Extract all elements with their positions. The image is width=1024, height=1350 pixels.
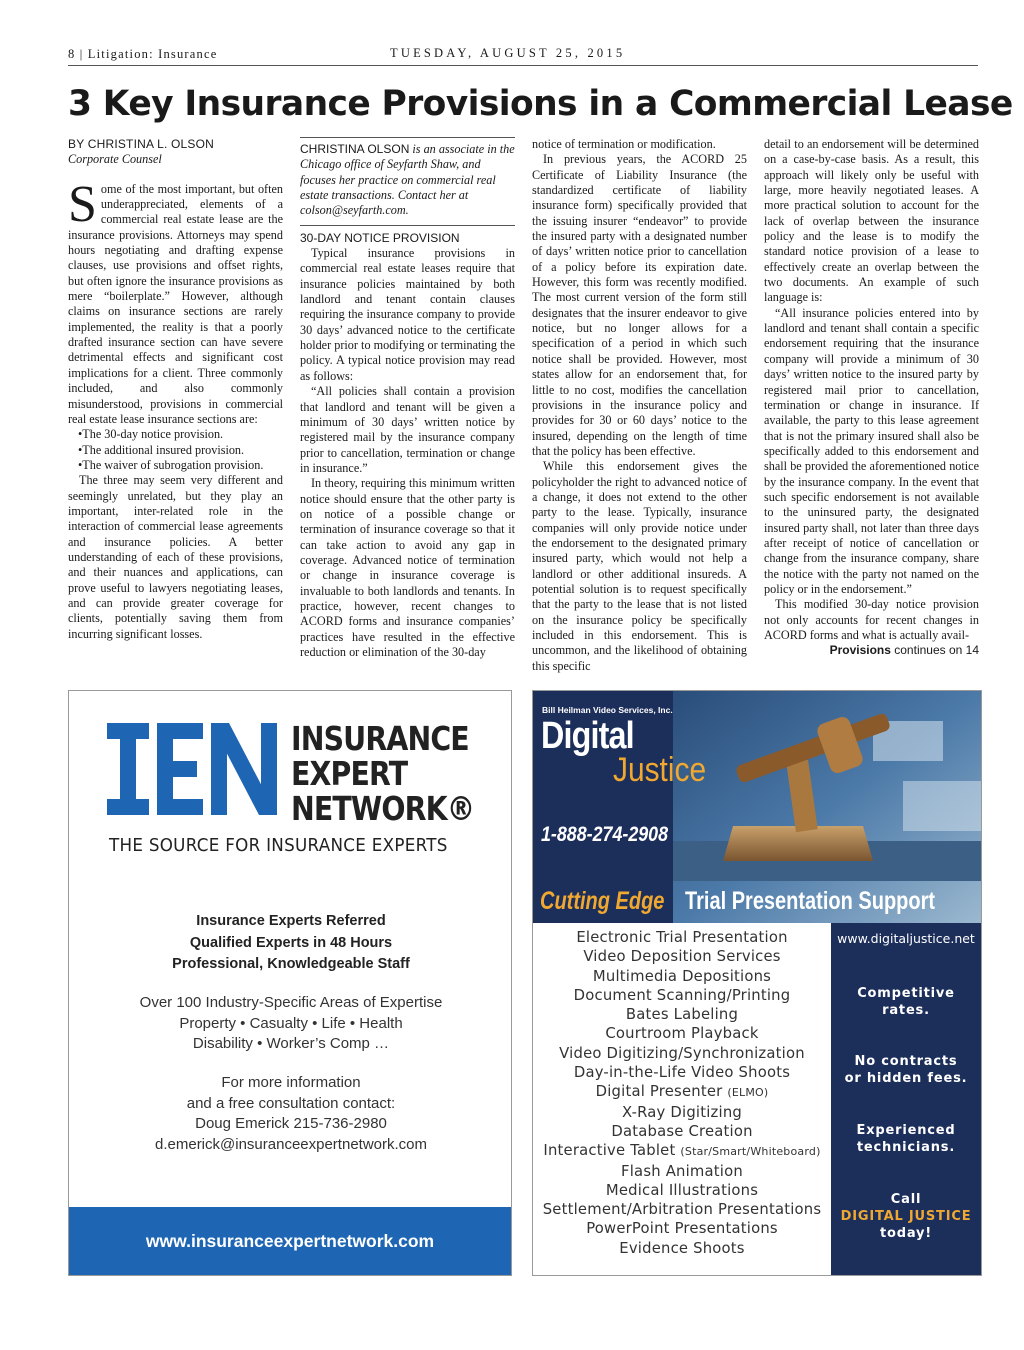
ien-wordmark: INSURANCE EXPERT NETWORK® <box>291 719 475 828</box>
list-item: • The 30-day notice provision. <box>68 427 283 442</box>
body-paragraph: This modified 30-day notice provision not only accounts for recent changes in ACORD forms and what is actually avail- <box>764 597 979 642</box>
list-item: Courtroom Playback <box>605 1025 759 1043</box>
body-paragraph: Typical insurance provisions in commercial real estate leases require that insurance policies maintained by both landlord and tenant contain clauses requiring the insurance company to provide 30 days’ advanced notice to the certificate holder prior to modifying or terminating the policy. A typical notice provision may read as follows: <box>300 246 515 383</box>
page-header <box>68 44 978 66</box>
list-item: Electronic Trial Presentation <box>576 929 788 946</box>
ad-url-link[interactable]: www.insuranceexpertnetwork.com <box>69 1207 511 1275</box>
call-to-action: Call DIGITAL JUSTICE today! <box>840 1192 972 1241</box>
folio: 8 | Litigation: Insurance <box>68 47 218 61</box>
list-item: Flash Animation <box>621 1162 743 1180</box>
body-paragraph: In theory, requiring this minimum written notice should ensure that the other party is on notice of a possible change or termination of insurance coverage so that it can take action to avoid any gap in coverage. Advanced notice of termination or change in insurance coverage is invaluable to both landlords and tenants. In practice, however, recent changes to ACORD forms and insurance companies’ practices have resulted in the effective reduction or elimination of the 30-day <box>300 476 515 659</box>
byline-role: Corporate Counsel <box>68 152 162 167</box>
list-item: Bates Labeling <box>625 1006 739 1024</box>
intro-paragraph: Some of the most important, but often underappreciated, elements of a commercial real estate lease are the insurance provisions. Attorneys may spend hours negotiating and drafting expense clauses, use provisions and offset rights, but often ignore the insurance provisions as mere “boilerplate.” However, although claims on insurance sections are rarely implemented, the reality is that a poorly drafted insurance section can have severe detrimental effects and significant cost implications for a client. Three commonly included, and also commonly misunderstood, provisions in commercial real estate lease insurance sections are: <box>68 175 283 426</box>
body-paragraph: In previous years, the ACORD 25 Certificate of Liability Insurance (the standardized certificate of liability insurance form) specifically provided that the issuing insurer “endeavor” to provide the insured party with a designated number of days’ written notice prior to cancellation of a policy before its expiration date. However, this form was recently modified. The most current version of the form still designates that the insurer endeavor to give notice, but no longer allows for a specification of a period in which such notice shall be provided. However, most states allow for an endorsement that, for little to no cost, modifies the cancellation provisions in the insurance policy and provides for 30 or 60 days’ notice to the insured, depending on the length of time that the policy has been effective. <box>532 152 747 458</box>
byline-author: BY CHRISTINA L. OLSON <box>68 137 215 151</box>
contact-phone[interactable]: Doug Emerick 215-736-2980 <box>195 1115 387 1132</box>
article-headline: 3 Key Insurance Provisions in a Commercial Lease <box>68 84 1013 124</box>
list-item: Database Creation <box>611 1122 753 1140</box>
ad-brand-justice: Justice <box>613 751 707 789</box>
body-paragraph: The three may seem very different and seemingly unrelated, but they play an important, inter-related role in the interaction of commercial lease agreements and insurance policies. A better understanding of each of these provisions, and their nuances and applications, can prove useful to lawyers negotiating leases, and can provide greater coverage for clients, potentially saving them from incurring significant losses. <box>68 473 283 641</box>
ad-highlights: Insurance Experts Referred Qualified Experts in 48 Hours Professional, Knowledgeable Staff <box>172 913 410 972</box>
provision-list <box>68 427 283 473</box>
digital-justice-ad[interactable] <box>532 690 982 1276</box>
ien-tagline: THE SOURCE FOR INSURANCE EXPERTS <box>109 835 448 856</box>
bio-text: is an associate in the Chicago office of Seyfarth Shaw, and focuses her practice on commercial real estate transactions. Contact her at colson@seyfarth.com. <box>300 142 515 218</box>
body-paragraph: While this endorsement gives the policyholder the right to advanced notice of a change, it does not extend to the other party to the lease. Typically, insurance companies will only provide notice under the endorsement to the designated primary insured party, which would not help a landlord or other additional insureds. A potential solution is to request specifically that the party to the lease that is not listed on the insurance policy be specifically included in this endorsement. This is uncommon, and the likelihood of obtaining this specific <box>532 459 747 673</box>
list-item: Multimedia Depositions <box>592 967 772 985</box>
jump-line: Provisions continues on 14 <box>829 643 979 658</box>
ad-web-link[interactable]: www.digitaljustice.net <box>837 931 975 946</box>
author-bio <box>300 137 515 226</box>
article-column-4 <box>764 137 979 659</box>
ad-company-name: Bill Heilman Video Services, Inc. <box>542 705 673 715</box>
list-item: • The additional insured provision. <box>68 443 283 458</box>
selling-point: Experienced technicians. <box>856 1123 956 1155</box>
ad-banner <box>533 691 981 923</box>
ad-cutting-edge: Cutting Edge <box>540 887 665 915</box>
list-item: Interactive Tablet (Star/Smart/Whiteboard) <box>543 1142 821 1160</box>
list-item: Evidence Shoots <box>619 1239 745 1257</box>
selling-point: No contracts or hidden fees. <box>844 1054 968 1086</box>
selling-point: Competitive rates. <box>857 986 955 1018</box>
list-item: Digital Presenter (ELMO) <box>595 1083 769 1101</box>
list-item: X-Ray Digitizing <box>622 1103 742 1121</box>
ien-logo-icon <box>107 723 277 815</box>
dateline: TUESDAY, AUGUST 25, 2015 <box>390 46 626 60</box>
ad-brand-digital: Digital <box>541 715 634 757</box>
list-item: • The waiver of subrogation provision. <box>68 458 283 473</box>
list-item: Settlement/Arbitration Presentations <box>542 1201 822 1219</box>
list-item: Video Digitizing/Synchronization <box>559 1044 805 1062</box>
ad-contact: For more information and a free consultation contact: Doug Emerick 215-736-2980 d.emerick@insuranceexpertnetwork.com <box>69 1073 513 1155</box>
list-item: Document Scanning/Printing <box>573 986 791 1004</box>
article-column-1 <box>68 137 283 642</box>
quoted-clause: “All policies shall contain a provision that landlord and tenant will be given a minimum of 30 days’ written notice by registered mail by the insurance company prior to cancellation, termination or change in insurance.” <box>300 384 515 475</box>
ad-sidebar <box>831 923 981 1276</box>
bio-name: CHRISTINA OLSON <box>300 142 410 156</box>
drop-cap: S <box>68 175 97 233</box>
article-column-3 <box>532 137 747 674</box>
list-item: Video Deposition Services <box>583 948 781 966</box>
body-paragraph: notice of termination or modification. <box>532 137 716 151</box>
contact-email-link[interactable]: d.emerick@insuranceexpertnetwork.com <box>155 1135 427 1153</box>
body-paragraph: detail to an endorsement will be determined on a case-by-case basis. As a result, this approach will likely only be useful with large, more heavily negotiated leases. A more practical solution to account for the lack of overlap between the insurance policy and the lease is to modify the standard notice provision of a lease to effectively create an overlap between the two documents. An example of such language is: <box>764 137 979 305</box>
ad-phone-number[interactable]: 1-888-274-2908 <box>541 823 669 846</box>
insurance-expert-network-ad[interactable] <box>68 690 512 1276</box>
ad-trial-support: Trial Presentation Support <box>685 887 936 915</box>
article-column-2 <box>300 137 515 660</box>
services-list <box>533 923 831 1276</box>
list-item: Day-in-the-Life Video Shoots <box>573 1064 791 1082</box>
list-item: PowerPoint Presentations <box>586 1220 778 1238</box>
quoted-clause: “All insurance policies entered into by landlord and tenant shall contain a specific endorsement requiring that the insurance company will provide a minimum of 30 days’ written notice to the insured party by registered mail prior to cancellation, termination or change in insurance. If available, the party to this lease agreement that is not the primary insured shall also be specifically added to this endorsement and shall be provided the aforementioned notice by the insurance company. In the event that such specific endorsement is not available to the uninsured party, the designated insured party shall, not later than three days after receipt of notice of cancellation or change from the insurance company, share the notice with the party not named on the policy or in the endorsement.” <box>764 305 979 596</box>
list-item: Medical Illustrations <box>605 1181 759 1199</box>
ad-expertise-areas: Over 100 Industry-Specific Areas of Expertise Property • Casualty • Life • Health Disability • Worker’s Comp … <box>139 994 443 1052</box>
section-subhead: 30-DAY NOTICE PROVISION <box>300 230 460 245</box>
